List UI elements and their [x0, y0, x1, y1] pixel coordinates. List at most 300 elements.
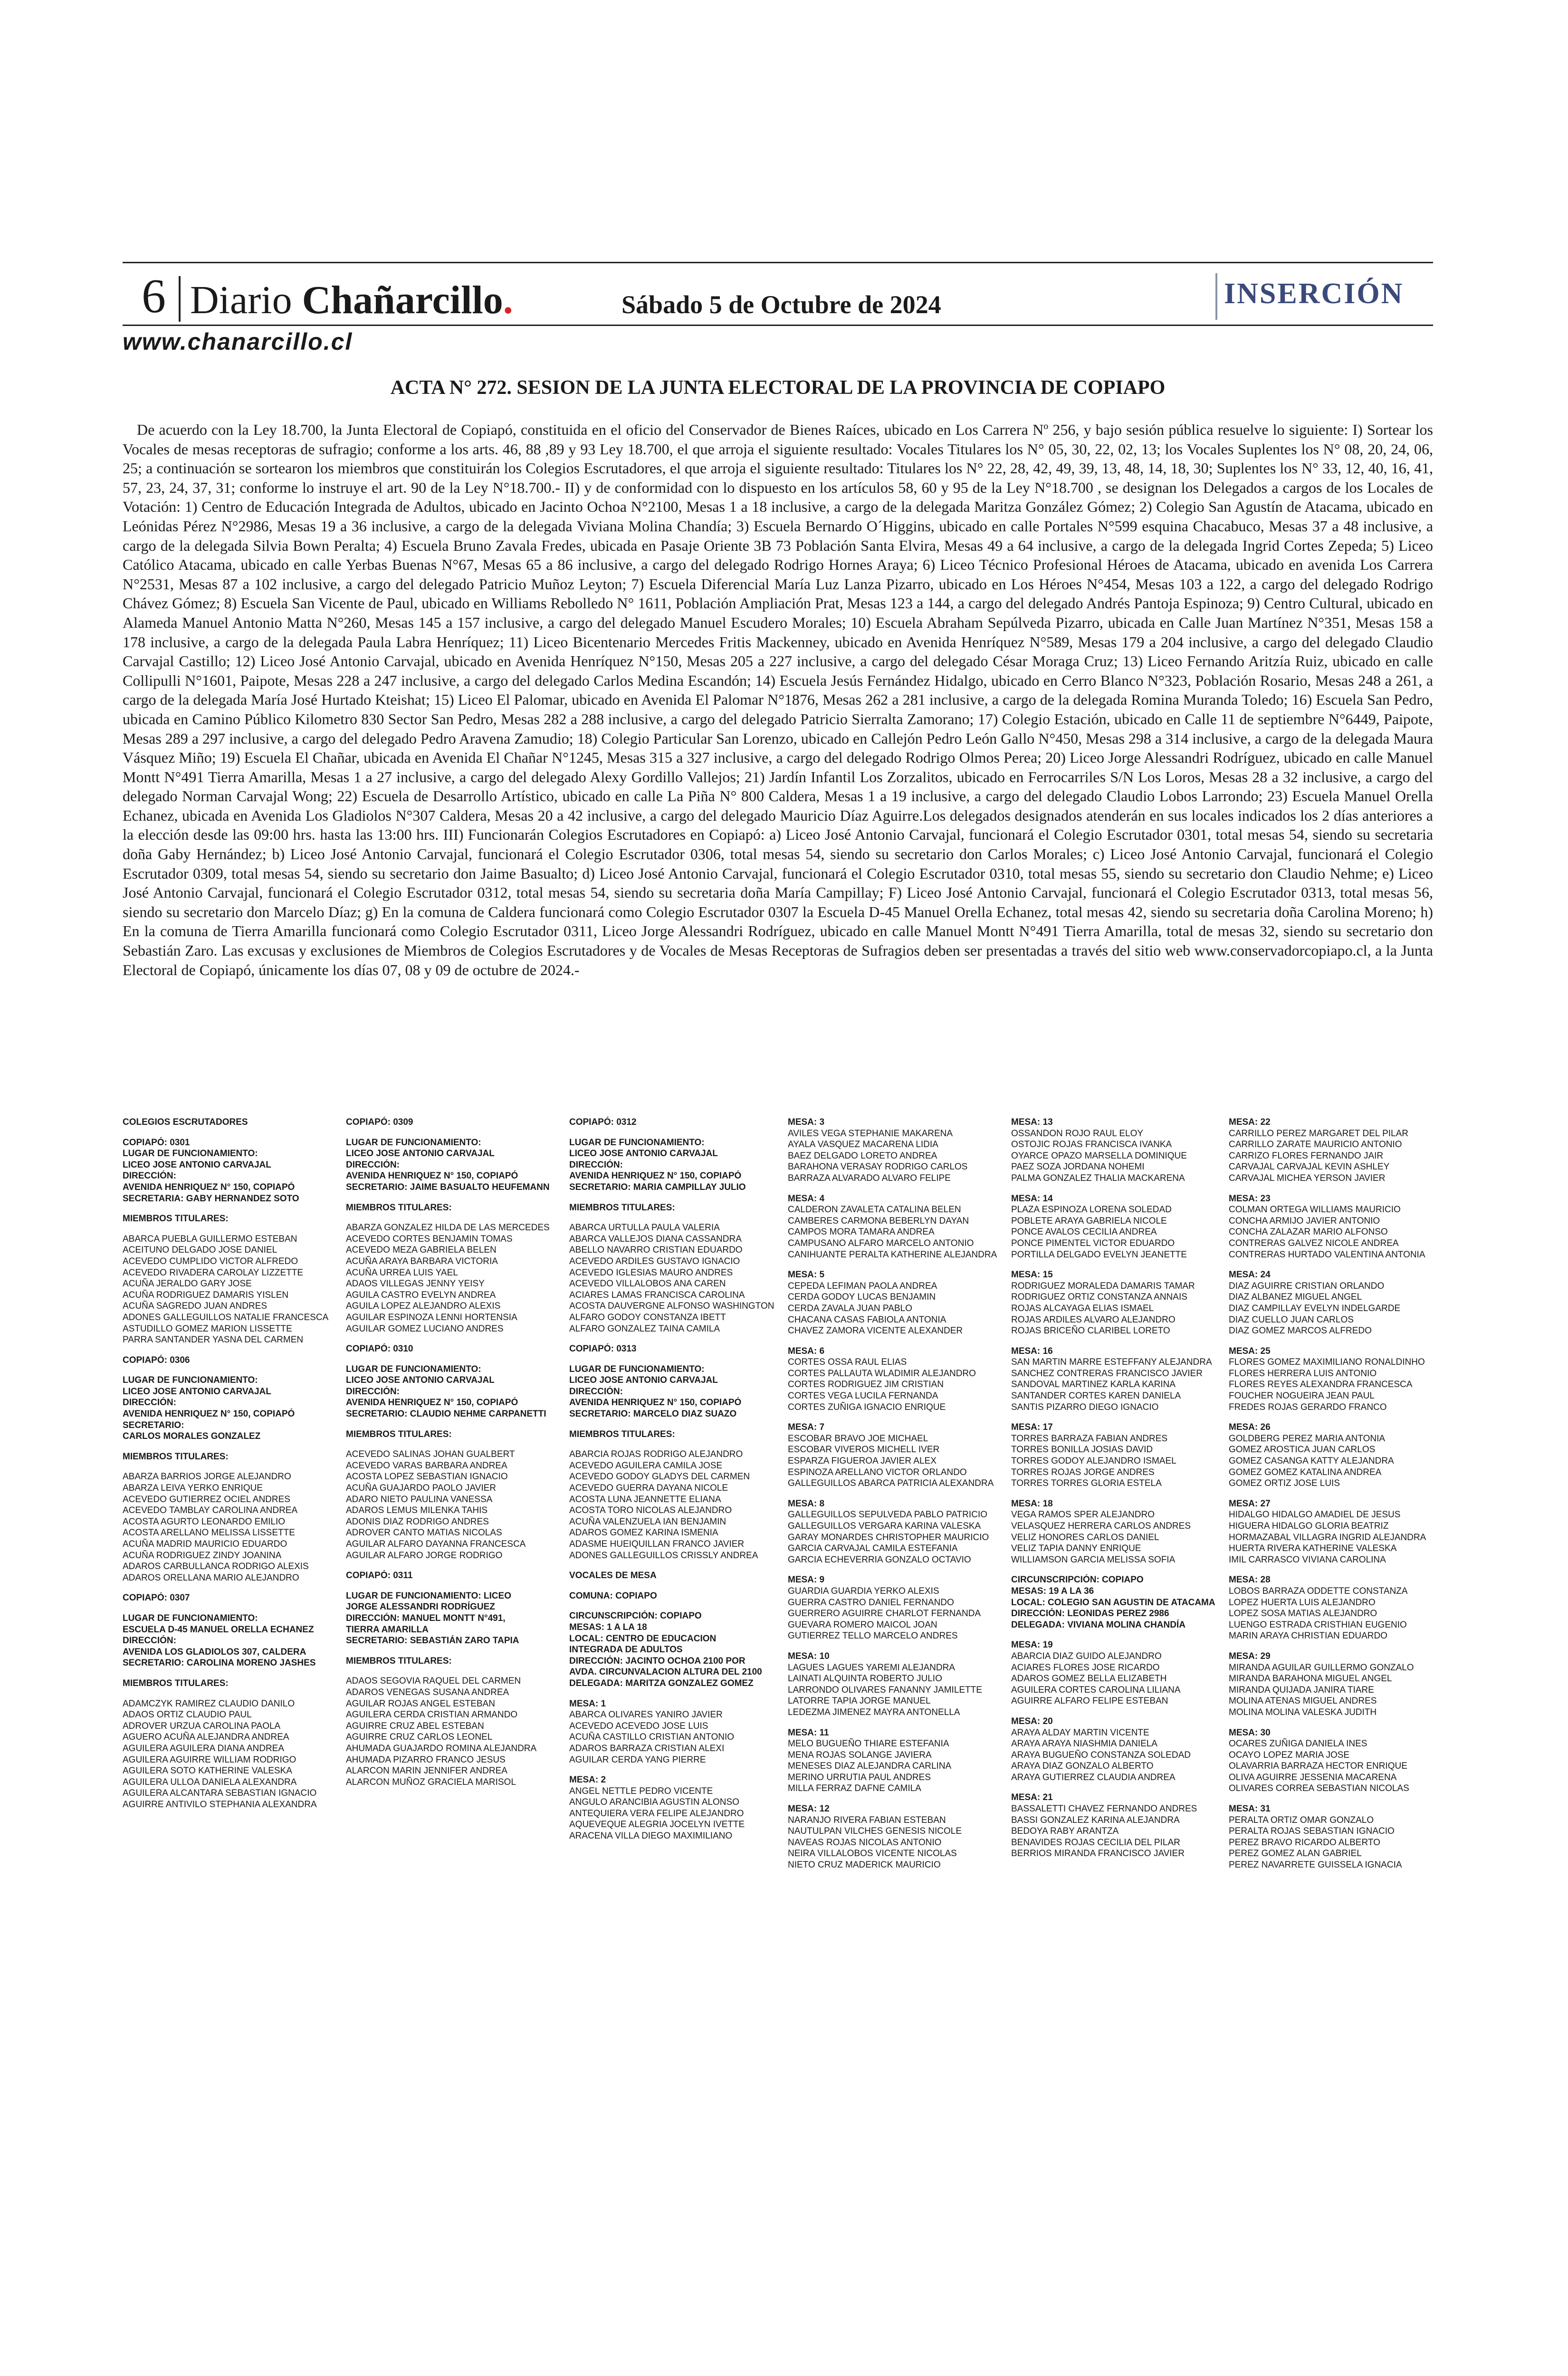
listing-heading-line: MIEMBROS TITULARES:: [123, 1451, 229, 1462]
member-name: ACEVEDO RIVADERA CAROLAY LIZZETTE: [123, 1267, 304, 1278]
issue-date: Sábado 5 de Octubre de 2024: [621, 290, 941, 319]
listings: [123, 1117, 1433, 2210]
listing-block: [123, 1613, 332, 1669]
listing-heading-line: DIRECCIÓN:: [123, 1398, 176, 1408]
listing-block: [123, 1592, 332, 1604]
member-name: ABARCA URTULLA PAULA VALERIA: [569, 1223, 720, 1233]
member-name: GUTIERREZ TELLO MARCELO ANDRES: [788, 1631, 958, 1641]
member-name: GUARDIA GUARDIA YERKO ALEXIS: [788, 1586, 939, 1596]
member-name: ADAROS LEMUS MILENKA TAHIS: [346, 1505, 488, 1516]
listing-heading-line: COPIAPÓ: 0309: [346, 1117, 413, 1127]
listing-block: [346, 1117, 555, 1128]
member-name: ARAYA GUTIERREZ CLAUDIA ANDREA: [1011, 1772, 1176, 1782]
member-name: ARAYA DIAZ GONZALO ALBERTO: [1011, 1761, 1154, 1772]
member-name: TORRES GODOY ALEJANDRO ISMAEL: [1011, 1456, 1176, 1466]
listing-heading-line: LICEO JOSE ANTONIO CARVAJAL: [123, 1386, 271, 1397]
mesa-block: [788, 1269, 997, 1337]
member-name: MOLINA MOLINA VALESKA JUDITH: [1229, 1707, 1377, 1717]
mesa-block: [1011, 1639, 1220, 1707]
listing-block: [346, 1570, 555, 1581]
masthead-prefix: Diario: [190, 278, 302, 322]
listing-block: [569, 1449, 778, 1561]
listing-heading-line: DIRECCIÓN:: [569, 1159, 623, 1170]
listing-heading-line: SECRETARIO: MARCELO DIAZ SUAZO: [569, 1409, 737, 1419]
member-name: BASSI GONZALEZ KARINA ALEJANDRA: [1011, 1815, 1180, 1825]
mesa-block: [1229, 1727, 1438, 1795]
member-name: CORTES PALLAUTA WLADIMIR ALEJANDRO: [788, 1368, 976, 1379]
listing-block: [569, 1429, 778, 1440]
member-name: BERRIOS MIRANDA FRANCISCO JAVIER: [1011, 1849, 1185, 1859]
listing-block: [569, 1222, 778, 1334]
member-name: WILLIAMSON GARCIA MELISSA SOFIA: [1011, 1554, 1176, 1565]
member-name: ADAROS GOMEZ BELLA ELIZABETH: [1011, 1674, 1167, 1684]
listing-heading-line: COPIAPÓ: 0301: [123, 1137, 190, 1148]
member-name: CHACANA CASAS FABIOLA ANTONIA: [788, 1314, 947, 1325]
member-name: BAEZ DELGADO LORETO ANDREA: [788, 1150, 937, 1161]
member-name: POBLETE ARAYA GABRIELA NICOLE: [1011, 1216, 1167, 1226]
listing-block: [123, 1451, 332, 1463]
listing-column-5: [1011, 1117, 1220, 1868]
member-name: ESCOBAR BRAVO JOE MICHAEL: [788, 1433, 928, 1444]
member-name: ACEVEDO GODOY GLADYS DEL CARMEN: [569, 1472, 750, 1482]
member-name: CARVAJAL MICHEA YERSON JAVIER: [1229, 1173, 1386, 1183]
member-name: CALDERON ZAVALETA CATALINA BELEN: [788, 1205, 961, 1215]
mesa-block: [788, 1727, 997, 1795]
member-name: MIRANDA AGUILAR GUILLERMO GONZALO: [1229, 1662, 1414, 1673]
listing-block: [123, 1375, 332, 1442]
acta-body: De acuerdo con la Ley 18.700, la Junta Electoral de Copiapó, constituida en el oficio del Conservador de Bienes Raíces, ubicado en Los Carrera Nº 256, y bajo sesión pública resuelve lo siguiente: I) Sortear los Vocales de mesas receptoras de sufragio; conforme a los arts. 46, 88 ,89 y 93 Ley 18.700, el que arroja el siguiente resultado: Vocales Titulares los N° 05, 30, 22, 02, 13; los Vocales Suplentes los N° 08, 20, 24, 06, 25; a continuación se sortearon los miembros que constituirán los Colegios Escrutadores, el que arroja el siguiente resultado: Titulares los N° 22, 28, 42, 49, 39, 13, 48, 14, 18, 30; Suplentes los N° 33, 12, 40, 16, 41, 57, 23, 24, 37, 31; conforme lo instruye el art. 90 de la Ley N°18.700.- II) y de conformidad con lo dispuesto en los artículos 58, 60 y 95 de la Ley N°18.700 , se designan los Delegados a cargos de los Locales de Votación: 1) Centro de Educación Integrada de Adultos, ubicado en Jacinto Ochoa N°2100, Mesas 1 a 18 inclusive, a cargo de la delegada Maritza González Gómez; 2) Colegio San Agustín de Atacama, ubicado en Leónidas Pérez N°2986, Mesas 19 a 36 inclusive, a cargo de la delegada Viviana Molina Chandía; 3) Escuela Bernardo O´Higgins, ubicado en calle Portales N°599 esquina Chacabuco, Mesas 37 a 48 inclusive, a cargo de la delegada Silvia Bown Peralta; 4) Escuela Bruno Zavala Fredes, ubicada en Pasaje Oriente 3B 73 Población Santa Elvira, Mesas 49 a 64 inclusive, a cargo de la delegada Ingrid Cortes Zepeda; 5) Liceo Católico Atacama, ubicado en calle Yerbas Buenas N°67, Mesas 65 a 86 inclusive, a cargo del delegado Rodrigo Hornes Araya; 6) Liceo Técnico Profesional Héroes de Atacama, ubicado en avenida Los Carrera N°2531, Mesas 87 a 102 inclusive, a cargo del delegado Patricio Muñoz Leyton; 7) Escuela Diferencial María Luz Lanza Pizarro, ubicado en Los Héroes N°454, Mesas 103 a 122, a cargo del delegado Rodrigo Chávez Gómez; 8) Escuela San Vicente de Paul, ubicado en Williams Rebolledo N° 1611, Población Ampliación Prat, Mesas 123 a 144, a cargo del delegado Andrés Pantoja Espinoza; 9) Centro Cultural, ubicado en Alameda Manuel Antonio Matta N°260, Mesas 145 a 157 inclusive, a cargo del delegado Manuel Escudero Morales; 10) Escuela Abraham Sepúlveda Pizarro, ubicada en Calle Juan Martínez N°351, Mesas 158 a 178 inclusive, a cargo de la delegada Paula Labra Henríquez; 11) Liceo Bicentenario Mercedes Fritis Mackenney, ubicado en Avenida Henríquez N°589, Mesas 179 a 204 inclusive, a cargo del delegado Claudio Carvajal Castillo; 12) Liceo José Antonio Carvajal, ubicado en Avenida Henríquez N°150, Mesas 205 a 227 inclusive, a cargo del delegado César Moraga Cruz; 13) Liceo Fernando Aritzía Ruiz, ubicado en calle Collipulli N°1601, Paipote, Mesas 228 a 247 inclusive, a cargo del delegado Carlos Medina Escandón; 14) Escuela Jesús Fernández Hidalgo, ubicado en Cerro Blanco N°323, Población Rosario, Mesas 248 a 261, a cargo de la delegada María José Hurtado Kteishat; 15) Liceo El Palomar, ubicado en Avenida El Palomar N°1876, Mesas 262 a 281 inclusive, a cargo de la delegada Romina Muranda Toledo; 16) Escuela San Pedro, ubicada en Camino Público Kilometro 830 Sector San Pedro, Mesas 282 a 288 inclusive, a cargo del delegado Patricio Sierralta Zamorano; 17) Colegio Estación, ubicado en Calle 11 de septiembre N°6449, Paipote, Mesas 289 a 297 inclusive, a cargo del delegado Pedro Aravena Zamudio; 18) Colegio Particular San Lorenzo, ubicado en Callejón Pedro León Gallo N°450, Mesas 298 a 314 inclusive, a cargo de la delegada Maura Vásquez Miño; 19) Escuela El Chañar, ubicada en Avenida El Chañar N°1245, Mesas 315 a 327 inclusive, a cargo del delegado Rodrigo Olmos Perea; 20) Liceo Jorge Alessandri Rodríguez, ubicado en calle Manuel Montt N°491 Tierra Amarilla, Mesas 1 a 27 inclusive, a cargo del delegado Alexy Gordillo Vallejos; 21) Jardín Infantil Los Zorzalitos, ubicado en Ferrocarriles S/N Los Loros, Mesas 28 a 32 inclusive, a cargo del delegado Norman Carvajal Wong; 22) Escuela de Desarrollo Artístico, ubicado en calle La Piña N° 800 Caldera, Mesas 1 a 19 inclusive, a cargo del delegado Claudio Lobos Larrondo; 23) Escuela Manuel Orella Echanez, ubicada en Avenida Los Gladiolos N°307 Caldera, Mesas 20 a 42 inclusive, a cargo del delegado Mauricio Díaz Aguirre.Los delegados designados atenderán en sus locales indicados los 2 días anteriores a la elección desde las 09:00 hrs. hasta las 13:00 hrs. III) Funcionarán Colegios Escrutadores en Copiapó: a) Liceo José Antonio Carvajal, funcionará el Colegio Escrutador 0301, total mesas 54, siendo su secretaria doña Gaby Hernández; b) Liceo José Antonio Carvajal, funcionará el Colegio Escrutador 0306, total mesas 54, siendo su secretario don Carlos Morales; c) Liceo José Antonio Carvajal, funcionará el Colegio Escrutador 0309, total mesas 54, siendo su secretario don Jaime Basualto; d) Liceo José Antonio Carvajal, funcionará el Colegio Escrutador 0310, total mesas 55, siendo su secretario don Claudio Nehme; e) Liceo José Antonio Carvajal, funcionará el Colegio Escrutador 0312, total mesas 54, siendo su secretaria doña María Campillay; F) Liceo José Antonio Carvajal, funcionará el Colegio Escrutador 0313, total mesas 56, siendo su secretario don Marcelo Díaz; g) En la comuna de Caldera funcionará como Colegio Escrutador 0307 la Escuela D-45 Manuel Orella Echanez, total mesas 42, siendo su secretaria doña Carolina Moreno; h) En la comuna de Tierra Amarilla funcionará como Colegio Escrutador 0311, Liceo Jorge Alessandri Rodríguez, ubicado en calle Manuel Montt N°491 Tierra Amarilla, total de mesas 32, siendo su secretario don Sebastián Zaro. Las excusas y exclusiones de Miembros de Colegios Escrutadores y de Vocales de Mesas Receptoras de Sufragios deben ser presentadas a través del sitio web www.conservadorcopiapo.cl, a la Junta Electoral de Copiapó, únicamente los días 07, 08 y 09 de octubre de 2024.-: [123, 421, 1433, 978]
listing-heading-line: DELEGADA: MARITZA GONZALEZ GOMEZ: [569, 1678, 754, 1688]
member-name: AGUILERA SOTO KATHERINE VALESKA: [123, 1766, 292, 1776]
member-name: VELASQUEZ HERRERA CARLOS ANDRES: [1011, 1521, 1191, 1531]
listing-heading-line: MIEMBROS TITULARES:: [346, 1202, 452, 1213]
listing-heading-line: LUGAR DE FUNCIONAMIENTO:: [123, 1375, 258, 1386]
member-name: ACUÑA JERALDO GARY JOSE: [123, 1279, 252, 1289]
listing-heading-line: COPIAPÓ: 0311: [346, 1571, 413, 1581]
mesa-title: MESA: 9: [788, 1575, 825, 1585]
mesa-title: MESA: 26: [1229, 1422, 1271, 1433]
member-name: GOMEZ AROSTICA JUAN CARLOS: [1229, 1445, 1376, 1455]
section-divider: [1215, 273, 1217, 320]
member-name: ADROVER CANTO MATIAS NICOLAS: [346, 1528, 502, 1538]
listing-heading-line: AVENIDA HENRIQUEZ N° 150, COPIAPÓ: [123, 1182, 295, 1192]
member-name: ACEVEDO ACEVEDO JOSE LUIS: [569, 1721, 708, 1731]
listing-block: [123, 1234, 332, 1346]
member-name: LAINATI ALQUINTA ROBERTO JULIO: [788, 1674, 942, 1684]
mesa-block: [788, 1803, 997, 1871]
member-name: ACUÑA VALENZUELA IAN BENJAMIN: [569, 1516, 727, 1527]
listing-heading-line: DIRECCIÓN:: [569, 1386, 623, 1397]
member-name: ACUÑA CASTILLO CRISTIAN ANTONIO: [569, 1732, 735, 1743]
member-name: ABARCIA DIAZ GUIDO ALEJANDRO: [1011, 1651, 1162, 1661]
member-name: ACOSTA LOPEZ SEBASTIAN IGNACIO: [346, 1472, 508, 1482]
mesa-block: [788, 1117, 997, 1184]
member-name: NAUTULPAN VILCHES GENESIS NICOLE: [788, 1826, 962, 1837]
member-name: ACEVEDO GUTIERREZ OCIEL ANDRES: [123, 1494, 290, 1504]
mesa-block: [1229, 1269, 1438, 1337]
member-name: DIAZ CAMPILLAY EVELYN INDELGARDE: [1229, 1303, 1401, 1313]
member-name: AGUILAR GOMEZ LUCIANO ANDRES: [346, 1323, 504, 1334]
mesa-block: [1229, 1422, 1438, 1489]
member-name: CARRILLO PEREZ MARGARET DEL PILAR: [1229, 1128, 1408, 1139]
member-name: ADAROS GOMEZ KARINA ISMENIA: [569, 1528, 718, 1538]
mesa-title: MESA: 3: [788, 1117, 825, 1127]
member-name: AGUILAR ALFARO JORGE RODRIGO: [346, 1550, 503, 1561]
member-name: OSSANDON ROJO RAUL ELOY: [1011, 1128, 1144, 1139]
member-name: ACOSTA AGURTO LEONARDO EMILIO: [123, 1516, 286, 1527]
mesa-block: [1229, 1346, 1438, 1413]
listing-block: [346, 1222, 555, 1334]
member-name: ADAROS VENEGAS SUSANA ANDREA: [346, 1687, 509, 1697]
masthead: [190, 278, 513, 323]
member-name: ADARO NIETO PAULINA VANESSA: [346, 1494, 493, 1504]
member-name: PARRA SANTANDER YASNA DEL CARMEN: [123, 1335, 304, 1345]
listing-heading-line: LOCAL: COLEGIO SAN AGUSTIN DE ATACAMA: [1011, 1597, 1215, 1608]
member-name: ACUÑA GUAJARDO PAOLO JAVIER: [346, 1483, 497, 1494]
member-name: NARANJO RIVERA FABIAN ESTEBAN: [788, 1815, 946, 1825]
member-name: ACUÑA RODRIGUEZ DAMARIS YISLEN: [123, 1290, 289, 1300]
listing-heading-line: SECRETARIO: CAROLINA MORENO JASHES: [123, 1658, 316, 1668]
member-name: CEPEDA LEFIMAN PAOLA ANDREA: [788, 1281, 937, 1291]
member-name: ADAOS ORTIZ CLAUDIO PAUL: [123, 1710, 252, 1720]
listing-heading-line: CIRCUNSCRIPCIÓN: COPIAPO: [569, 1611, 702, 1621]
member-name: BEDOYA RABY ARANTZA: [1011, 1826, 1119, 1837]
member-name: HIGUERA HIDALGO GLORIA BEATRIZ: [1229, 1521, 1389, 1531]
listing-heading-line: INTEGRADA DE ADULTOS: [569, 1645, 683, 1655]
listing-heading-line: TIERRA AMARILLA: [346, 1624, 429, 1635]
member-name: FREDES ROJAS GERARDO FRANCO: [1229, 1402, 1387, 1412]
mesa-title: MESA: 24: [1229, 1270, 1271, 1280]
listing-heading-line: MIEMBROS TITULARES:: [123, 1214, 229, 1224]
member-name: ADONES GALLEGUILLOS CRISSLY ANDREA: [569, 1550, 758, 1561]
listing-block: [123, 1137, 332, 1205]
header-divider: [179, 276, 181, 322]
listing-column-3: [569, 1117, 778, 1851]
listing-column-2: [346, 1117, 555, 1797]
member-name: VELIZ TAPIA DANNY ENRIQUE: [1011, 1543, 1141, 1554]
member-name: AHUMADA PIZARRO FRANCO JESUS: [346, 1754, 506, 1765]
mesa-title: MESA: 4: [788, 1193, 825, 1204]
mesa-title: MESA: 5: [788, 1270, 825, 1280]
member-name: ADAMCZYK RAMIREZ CLAUDIO DANILO: [123, 1698, 295, 1709]
listing-heading-line: SECRETARIO: JAIME BASUALTO HEUFEMANN: [346, 1182, 550, 1192]
listing-block: [569, 1137, 778, 1193]
mesa-block: [1229, 1803, 1438, 1871]
member-name: VELIZ HONORES CARLOS DANIEL: [1011, 1532, 1159, 1542]
member-name: ARAYA ARAYA NIASHMIA DANIELA: [1011, 1739, 1157, 1749]
mesa-title: MESA: 10: [788, 1651, 830, 1661]
listing-heading-line: DIRECCIÓN:: [346, 1386, 400, 1397]
member-name: FOUCHER NOGUEIRA JEAN PAUL: [1229, 1391, 1375, 1401]
member-name: MENESES DIAZ ALEJANDRA CARLINA: [788, 1761, 952, 1772]
member-name: ABARCIA ROJAS RODRIGO ALEJANDRO: [569, 1449, 743, 1460]
member-name: LOPEZ HUERTA LUIS ALEJANDRO: [1229, 1597, 1376, 1608]
member-name: GOMEZ CASANGA KATTY ALEJANDRA: [1229, 1456, 1394, 1466]
member-name: ABARZA LEIVA YERKO ENRIQUE: [123, 1483, 263, 1494]
listing-block: [346, 1449, 555, 1561]
mesa-block: [569, 1774, 778, 1842]
mesa-block: [788, 1422, 997, 1489]
listing-block: [569, 1202, 778, 1214]
member-name: SANTIS PIZARRO DIEGO IGNACIO: [1011, 1402, 1159, 1412]
mesa-title: MESA: 20: [1011, 1716, 1053, 1726]
listing-block: [569, 1117, 778, 1128]
listing-heading-line: AVENIDA LOS GLADIOLOS 307, CALDERA: [123, 1647, 306, 1657]
listing-heading-line: COPIAPÓ: 0306: [123, 1355, 190, 1365]
member-name: AGUIRRE ANTIVILO STEPHANIA ALEXANDRA: [123, 1799, 317, 1810]
member-name: NAVEAS ROJAS NICOLAS ANTONIO: [788, 1837, 942, 1848]
member-name: MARIN ARAYA CHRISTIAN EDUARDO: [1229, 1631, 1387, 1641]
listing-block: [123, 1678, 332, 1689]
mesa-block: [569, 1698, 778, 1766]
mesa-block: [1011, 1498, 1220, 1566]
member-name: ANGULO ARANCIBIA AGUSTIN ALONSO: [569, 1797, 739, 1808]
member-name: HIDALGO HIDALGO AMADIEL DE JESUS: [1229, 1510, 1401, 1520]
member-name: GOMEZ GOMEZ KATALINA ANDREA: [1229, 1467, 1382, 1477]
mesa-block: [1011, 1193, 1220, 1261]
mesa-title: MESA: 18: [1011, 1498, 1053, 1509]
member-name: ESCOBAR VIVEROS MICHELL IVER: [788, 1445, 940, 1455]
member-name: AGUILA LOPEZ ALEJANDRO ALEXIS: [346, 1301, 501, 1312]
member-name: AVILES VEGA STEPHANIE MAKARENA: [788, 1128, 953, 1139]
member-name: AGUILAR ALFARO DAYANNA FRANCESCA: [346, 1539, 526, 1549]
listing-block: [346, 1429, 555, 1440]
member-name: PLAZA ESPINOZA LORENA SOLEDAD: [1011, 1205, 1172, 1215]
member-name: LATORRE TAPIA JORGE MANUEL: [788, 1696, 931, 1706]
listing-heading-line: CIRCUNSCRIPCIÓN: COPIAPO: [1011, 1575, 1144, 1585]
member-name: AGUILERA ALCANTARA SEBASTIAN IGNACIO: [123, 1788, 317, 1799]
listing-block: [123, 1355, 332, 1366]
member-name: AGUIRRE CRUZ CARLOS LEONEL: [346, 1732, 493, 1743]
member-name: ANGEL NETTLE PEDRO VICENTE: [569, 1786, 713, 1796]
mesa-title: MESA: 31: [1229, 1804, 1271, 1814]
listing-heading-line: SECRETARIO: MARIA CAMPILLAY JULIO: [569, 1182, 746, 1192]
member-name: ALFARO GODOY CONSTANZA IBETT: [569, 1312, 726, 1322]
listing-heading-line: AVENIDA HENRIQUEZ N° 150, COPIAPÓ: [346, 1398, 518, 1408]
member-name: ACOSTA LUNA JEANNETTE ELIANA: [569, 1494, 721, 1504]
member-name: GALLEGUILLOS VERGARA KARINA VALESKA: [788, 1521, 981, 1531]
listing-heading-line: AVENIDA HENRIQUEZ N° 150, COPIAPÓ: [346, 1171, 518, 1181]
listing-heading-line: LUGAR DE FUNCIONAMIENTO:: [123, 1613, 258, 1623]
listing-heading-line: COLEGIOS ESCRUTADORES: [123, 1117, 248, 1127]
listing-heading-line: COPIAPÓ: 0313: [569, 1344, 637, 1354]
mesa-title: MESA: 19: [1011, 1640, 1053, 1650]
listing-heading-line: AVENIDA HENRIQUEZ N° 150, COPIAPÓ: [569, 1171, 742, 1181]
mesa-title: MESA: 12: [788, 1804, 830, 1814]
member-name: CORTES VEGA LUCILA FERNANDA: [788, 1391, 938, 1401]
listing-heading-line: COPIAPÓ: 0310: [346, 1344, 413, 1354]
member-name: CERDA GODOY LUCAS BENJAMIN: [788, 1292, 936, 1303]
member-name: GARAY MONARDES CHRISTOPHER MAURICIO: [788, 1532, 989, 1542]
member-name: IMIL CARRASCO VIVIANA CAROLINA: [1229, 1554, 1386, 1565]
member-name: TORRES BARRAZA FABIAN ANDRES: [1011, 1433, 1168, 1444]
member-name: SAN MARTIN MARRE ESTEFFANY ALEJANDRA: [1011, 1357, 1212, 1368]
member-name: MIRANDA BARAHONA MIGUEL ANGEL: [1229, 1674, 1392, 1684]
listing-heading-line: DELEGADA: VIVIANA MOLINA CHANDÍA: [1011, 1619, 1186, 1630]
member-name: ARACENA VILLA DIEGO MAXIMILIANO: [569, 1831, 733, 1841]
member-name: GARCIA CARVAJAL CAMILA ESTEFANIA: [788, 1543, 958, 1554]
member-name: RODRIGUEZ MORALEDA DAMARIS TAMAR: [1011, 1281, 1195, 1291]
member-name: OLIVA AGUIRRE JESSENIA MACARENA: [1229, 1772, 1397, 1782]
listing-heading-line: DIRECCIÓN: MANUEL MONTT N°491,: [346, 1613, 506, 1623]
mesa-block: [1011, 1346, 1220, 1413]
listing-block: [569, 1364, 778, 1420]
member-name: AGUILERA CERDA CRISTIAN ARMANDO: [346, 1710, 518, 1720]
mesa-block: [1011, 1269, 1220, 1337]
listing-column-1: [123, 1117, 332, 1819]
mesa-title: MESA: 21: [1011, 1792, 1053, 1803]
member-name: ACEVEDO TAMBLAY CAROLINA ANDREA: [123, 1505, 298, 1516]
member-name: PERALTA ROJAS SEBASTIAN IGNACIO: [1229, 1826, 1395, 1837]
listing-heading-line: JORGE ALESSANDRI RODRÍGUEZ: [346, 1602, 495, 1612]
member-name: CARRILLO ZARATE MAURICIO ANTONIO: [1229, 1140, 1402, 1150]
member-name: ACUÑA ARAYA BARBARA VICTORIA: [346, 1256, 498, 1266]
member-name: ADAOS VILLEGAS JENNY YEISY: [346, 1279, 485, 1289]
mesa-title: MESA: 7: [788, 1422, 825, 1433]
mesa-title: MESA: 22: [1229, 1117, 1271, 1127]
member-name: SANCHEZ CONTRERAS FRANCISCO JAVIER: [1011, 1368, 1203, 1379]
listing-heading-line: DIRECCIÓN:: [123, 1171, 176, 1181]
member-name: ALARCON MUÑOZ GRACIELA MARISOL: [346, 1777, 516, 1787]
mesa-title: MESA: 25: [1229, 1346, 1271, 1356]
member-name: ALARCON MARIN JENNIFER ANDREA: [346, 1766, 507, 1776]
member-name: MOLINA ATENAS MIGUEL ANDRES: [1229, 1696, 1377, 1706]
listing-block: [346, 1364, 555, 1420]
member-name: GALLEGUILLOS SEPULVEDA PABLO PATRICIO: [788, 1510, 987, 1520]
member-name: OLIVARES CORREA SEBASTIAN NICOLAS: [1229, 1783, 1409, 1794]
member-name: AGUERO ACUÑA ALEJANDRA ANDREA: [123, 1732, 289, 1743]
member-name: ROJAS ARDILES ALVARO ALEJANDRO: [1011, 1314, 1176, 1325]
website-url: www.chanarcillo.cl: [123, 328, 353, 355]
member-name: LARRONDO OLIVARES FANANNY JAMILETTE: [788, 1685, 982, 1695]
member-name: ACUÑA URREA LUIS YAEL: [346, 1267, 458, 1278]
member-name: ACUÑA MADRID MAURICIO EDUARDO: [123, 1539, 287, 1549]
member-name: AGUILA CASTRO EVELYN ANDREA: [346, 1290, 496, 1300]
member-name: LEDEZMA JIMENEZ MAYRA ANTONELLA: [788, 1707, 960, 1717]
member-name: CARVAJAL CARVAJAL KEVIN ASHLEY: [1229, 1162, 1390, 1172]
member-name: PEREZ GOMEZ ALAN GABRIEL: [1229, 1849, 1362, 1859]
member-name: ANTEQUIERA VERA FELIPE ALEJANDRO: [569, 1808, 744, 1819]
listing-heading-line: LUGAR DE FUNCIONAMIENTO: LICEO: [346, 1590, 511, 1601]
member-name: ACEVEDO VILLALOBOS ANA CAREN: [569, 1279, 726, 1289]
mesa-title: MESA: 27: [1229, 1498, 1271, 1509]
member-name: COLMAN ORTEGA WILLIAMS MAURICIO: [1229, 1205, 1401, 1215]
listing-heading-line: MESAS: 19 A LA 36: [1011, 1586, 1094, 1596]
member-name: ADAROS ORELLANA MARIO ALEJANDRO: [123, 1572, 299, 1583]
listing-heading-line: DIRECCIÓN: JACINTO OCHOA 2100 POR: [569, 1656, 746, 1666]
member-name: ACOSTA DAUVERGNE ALFONSO WASHINGTON: [569, 1301, 774, 1312]
member-name: AYALA VASQUEZ MACARENA LIDIA: [788, 1140, 938, 1150]
listing-block: [123, 1471, 332, 1583]
member-name: BASSALETTI CHAVEZ FERNANDO ANDRES: [1011, 1804, 1197, 1814]
mesa-title: MESA: 14: [1011, 1193, 1053, 1204]
member-name: CANIHUANTE PERALTA KATHERINE ALEJANDRA: [788, 1249, 997, 1260]
member-name: DIAZ AGUIRRE CRISTIAN ORLANDO: [1229, 1281, 1385, 1291]
listing-block: [346, 1202, 555, 1214]
member-name: GUERRERO AGUIRRE CHARLOT FERNANDA: [788, 1609, 981, 1619]
member-name: RODRIGUEZ ORTIZ CONSTANZA ANNAIS: [1011, 1292, 1187, 1303]
member-name: CORTES ZUÑIGA IGNACIO ENRIQUE: [788, 1402, 946, 1412]
member-name: ADAOS SEGOVIA RAQUEL DEL CARMEN: [346, 1676, 521, 1686]
listing-heading-line: LICEO JOSE ANTONIO CARVAJAL: [346, 1375, 495, 1386]
mesa-block: [1011, 1117, 1220, 1184]
member-name: ACEVEDO VARAS BARBARA ANDREA: [346, 1460, 507, 1471]
mesa-block: [1229, 1498, 1438, 1566]
listing-heading-line: COMUNA: COPIAPO: [569, 1590, 657, 1601]
member-name: AGUILERA CORTES CAROLINA LILIANA: [1011, 1685, 1181, 1695]
page-header: [123, 259, 1433, 355]
member-name: GARCIA ECHEVERRIA GONZALO OCTAVIO: [788, 1554, 971, 1565]
member-name: ACEVEDO SALINAS JOHAN GUALBERT: [346, 1449, 515, 1460]
mesa-title: MESA: 28: [1229, 1575, 1271, 1585]
member-name: PEREZ BRAVO RICARDO ALBERTO: [1229, 1837, 1380, 1848]
member-name: CONTRERAS HURTADO VALENTINA ANTONIA: [1229, 1249, 1425, 1260]
member-name: GUEVARA ROMERO MAICOL JOAN: [788, 1619, 937, 1630]
listing-block: [346, 1676, 555, 1788]
listing-heading-line: LICEO JOSE ANTONIO CARVAJAL: [123, 1159, 271, 1170]
member-name: CONCHA ZALAZAR MARIO ALFONSO: [1229, 1227, 1388, 1237]
member-name: OSTOJIC ROJAS FRANCISCA IVANKA: [1011, 1140, 1172, 1150]
member-name: TORRES TORRES GLORIA ESTELA: [1011, 1478, 1162, 1489]
member-name: ADONES GALLEGUILLOS NATALIE FRANCESCA: [123, 1312, 329, 1322]
member-name: CAMBERES CARMONA BEBERLYN DAYAN: [788, 1216, 969, 1226]
listing-block: [123, 1698, 332, 1811]
listing-heading-line: LICEO JOSE ANTONIO CARVAJAL: [569, 1375, 718, 1386]
member-name: ASTUDILLO GOMEZ MARION LISSETTE: [123, 1323, 292, 1334]
member-name: AHUMADA GUAJARDO ROMINA ALEJANDRA: [346, 1743, 537, 1753]
mesa-block: [788, 1193, 997, 1261]
listing-heading-line: SECRETARIO: CLAUDIO NEHME CARPANETTI: [346, 1409, 546, 1419]
mesa-block: [788, 1574, 997, 1642]
member-name: ADAROS CARBULLANCA RODRIGO ALEXIS: [123, 1562, 309, 1572]
member-name: SANDOVAL MARTINEZ KARLA KARINA: [1011, 1380, 1176, 1390]
listing-heading-line: MESAS: 1 A LA 18: [569, 1622, 647, 1632]
listing-column-6: [1229, 1117, 1438, 1880]
member-name: ABARCA OLIVARES YANIRO JAVIER: [569, 1710, 723, 1720]
listing-block: [569, 1610, 778, 1689]
listing-block: [346, 1343, 555, 1355]
member-name: ABARCA VALLEJOS DIANA CASSANDRA: [569, 1234, 742, 1244]
listing-heading-line: DIRECCIÓN: LEONIDAS PEREZ 2986: [1011, 1609, 1169, 1619]
member-name: GALLEGUILLOS ABARCA PATRICIA ALEXANDRA: [788, 1478, 994, 1489]
listing-heading-line: LUGAR DE FUNCIONAMIENTO:: [346, 1364, 481, 1374]
listing-column-4: [788, 1117, 997, 1880]
member-name: BARAHONA VERASAY RODRIGO CARLOS: [788, 1162, 968, 1172]
member-name: OCARES ZUÑIGA DANIELA INES: [1229, 1739, 1367, 1749]
listing-heading-line: SECRETARIO:: [123, 1420, 184, 1430]
header-top-rule: [123, 262, 1433, 263]
listing-block: [1011, 1574, 1220, 1630]
mesa-title: MESA: 1: [569, 1698, 606, 1709]
member-name: NEIRA VILLALOBOS VICENTE NICOLAS: [788, 1849, 957, 1859]
member-name: CONTRERAS GALVEZ NICOLE ANDREA: [1229, 1238, 1399, 1248]
mesa-title: MESA: 17: [1011, 1422, 1053, 1433]
listing-heading-line: LOCAL: CENTRO DE EDUCACION: [569, 1633, 717, 1644]
member-name: ACEVEDO MEZA GABRIELA BELEN: [346, 1245, 497, 1255]
listing-heading-line: DIRECCIÓN:: [346, 1159, 400, 1170]
listing-heading-line: AVENIDA HENRIQUEZ N° 150, COPIAPÓ: [569, 1398, 742, 1408]
member-name: MIRANDA QUIJADA JANIRA TIARE: [1229, 1685, 1374, 1695]
listing-heading-line: SECRETARIA: GABY HERNANDEZ SOTO: [123, 1193, 299, 1204]
listing-heading-line: COPIAPÓ: 0307: [123, 1593, 190, 1603]
member-name: ACUÑA SAGREDO JUAN ANDRES: [123, 1301, 268, 1312]
mesa-block: [1229, 1651, 1438, 1718]
member-name: ACOSTA TORO NICOLAS ALEJANDRO: [569, 1505, 732, 1516]
member-name: LOBOS BARRAZA ODDETTE CONSTANZA: [1229, 1586, 1408, 1596]
mesa-title: MESA: 2: [569, 1775, 606, 1785]
member-name: ABARZA GONZALEZ HILDA DE LAS MERCEDES: [346, 1223, 550, 1233]
member-name: GOMEZ ORTIZ JOSE LUIS: [1229, 1478, 1340, 1489]
